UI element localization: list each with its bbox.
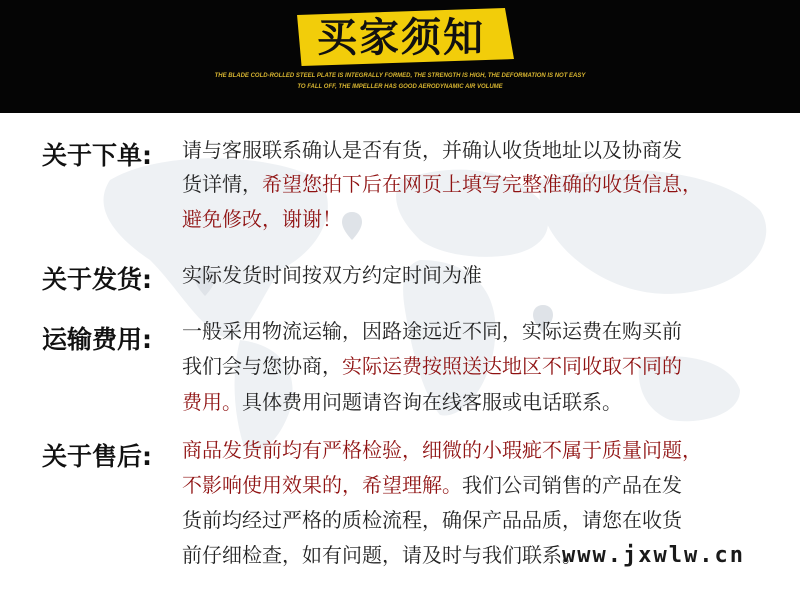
- shipping-text-line-1: [182, 263, 482, 287]
- header-subtitle-line-2: TO FALL OFF, THE IMPELLER HAS GOOD AERODYNAMIC AIR VOLUME: [297, 84, 503, 90]
- order-text-line-2: [182, 172, 702, 196]
- freight-text-line-2: [182, 354, 682, 378]
- emphasis-text: 实际运费按照送达地区不同收取不同的: [342, 354, 682, 378]
- emphasis-text: 希望您拍下后在网页上填写完整准确的收货信息，: [262, 172, 702, 196]
- section-label-freight: 运输费用:: [42, 325, 152, 354]
- section-label-order: 关于下单:: [42, 141, 152, 170]
- header-bar: [0, 0, 800, 113]
- section-label-shipping: 关于发货:: [42, 265, 152, 294]
- text-span: 货前均经过严格的质检流程，确保产品品质，请您在收货: [182, 508, 682, 532]
- order-text-line-1: [182, 138, 682, 162]
- emphasis-text: 商品发货前均有严格检验，细微的小瑕疵不属于质量问题，: [182, 438, 702, 462]
- text-span: 货详情，: [182, 172, 262, 196]
- freight-text-line-1: [182, 319, 682, 343]
- after-sales-text-line-2: [182, 473, 682, 497]
- emphasis-text: 避免修改，谢谢！: [182, 207, 342, 231]
- order-text-line-3: [182, 207, 342, 231]
- text-span: 前仔细检查，如有问题，请及时与我们联系。: [182, 543, 582, 567]
- page-title: 买家须知: [317, 15, 485, 61]
- text-span: 一般采用物流运输，因路途远近不同，实际运费在购买前: [182, 319, 682, 343]
- text-span: 具体费用问题请咨询在线客服或电话联系。: [242, 390, 622, 414]
- after-sales-text-line-3: [182, 508, 682, 532]
- text-span: 我们公司销售的产品在发: [462, 473, 682, 497]
- text-span: 请与客服联系确认是否有货，并确认收货地址以及协商发: [182, 138, 682, 162]
- header-subtitle-line-1: THE BLADE COLD-ROLLED STEEL PLATE IS INTEGRALLY FORMED, THE STRENGTH IS HIGH, THE DEFORMATION IS NOT EASY: [214, 73, 586, 79]
- emphasis-text: 不影响使用效果的，希望理解。: [182, 473, 462, 497]
- freight-text-line-3: [182, 390, 622, 414]
- emphasis-text: 费用。: [182, 390, 242, 414]
- text-span: 实际发货时间按双方约定时间为准: [182, 263, 482, 287]
- after-sales-text-line-4: [182, 543, 582, 567]
- section-label-after-sales: 关于售后:: [42, 442, 152, 471]
- site-watermark: www.jxwlw.cn: [562, 543, 745, 568]
- after-sales-text-line-1: [182, 438, 702, 462]
- text-span: 我们会与您协商，: [182, 354, 342, 378]
